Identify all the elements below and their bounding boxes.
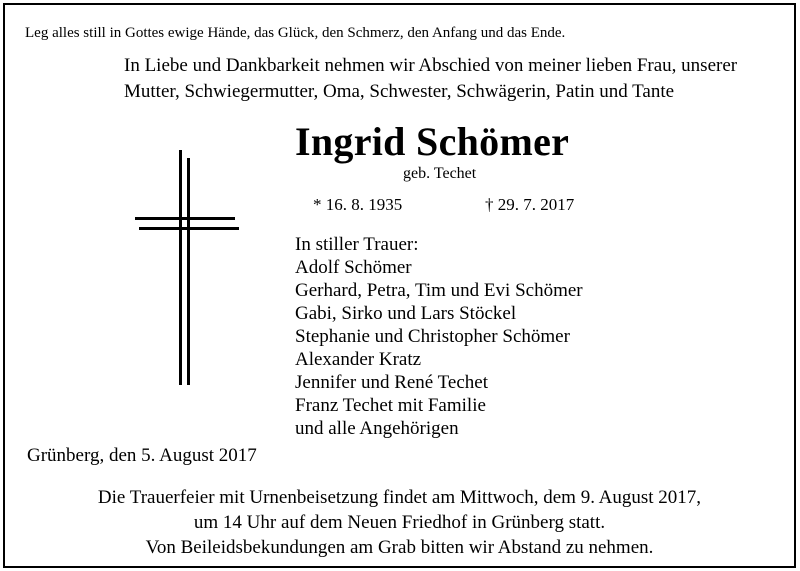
mourner-entry: Franz Techet mit Familie bbox=[295, 395, 486, 416]
mourners-list bbox=[295, 233, 583, 440]
notice-line: Von Beileidsbekundungen am Grab bitten wir Abstand zu nehmen. bbox=[145, 537, 654, 558]
maiden-name: geb. Techet bbox=[403, 165, 477, 182]
mourner-entry: Gabi, Sirko und Lars Stöckel bbox=[295, 303, 517, 324]
mourner-entry: und alle Angehörigen bbox=[295, 418, 459, 439]
motto-verse: Leg alles still in Gottes ewige Hände, das Glück, den Schmerz, den Anfang und das Ende. bbox=[25, 25, 566, 41]
mourner-entry: Stephanie und Christopher Schömer bbox=[295, 326, 570, 347]
intro-text bbox=[124, 53, 737, 105]
death-date: † 29. 7. 2017 bbox=[485, 195, 575, 214]
mourner-entry: Jennifer und René Techet bbox=[295, 372, 488, 393]
intro-line: Mutter, Schwiegermutter, Oma, Schwester, Schwägerin, Patin und Tante bbox=[124, 81, 675, 102]
funeral-notice bbox=[5, 485, 794, 560]
mourner-entry: Gerhard, Petra, Tim und Evi Schömer bbox=[295, 280, 583, 301]
notice-line: Die Trauerfeier mit Urnenbeisetzung findet am Mittwoch, dem 9. August 2017, bbox=[97, 487, 702, 508]
mourner-entry: Alexander Kratz bbox=[295, 349, 422, 370]
cross-icon bbox=[135, 150, 245, 390]
mourner-entry: Adolf Schömer bbox=[295, 257, 412, 278]
intro-line: In Liebe und Dankbarkeit nehmen wir Abschied von meiner lieben Frau, unserer bbox=[124, 55, 738, 76]
deceased-name: Ingrid Schömer bbox=[295, 119, 570, 164]
notice-line: um 14 Uhr auf dem Neuen Friedhof in Grünberg statt. bbox=[193, 512, 606, 533]
obituary-notice bbox=[3, 3, 796, 568]
birth-date: * 16. 8. 1935 bbox=[313, 195, 403, 214]
place-and-date: Grünberg, den 5. August 2017 bbox=[27, 445, 257, 466]
mourners-heading: In stiller Trauer: bbox=[295, 234, 419, 255]
